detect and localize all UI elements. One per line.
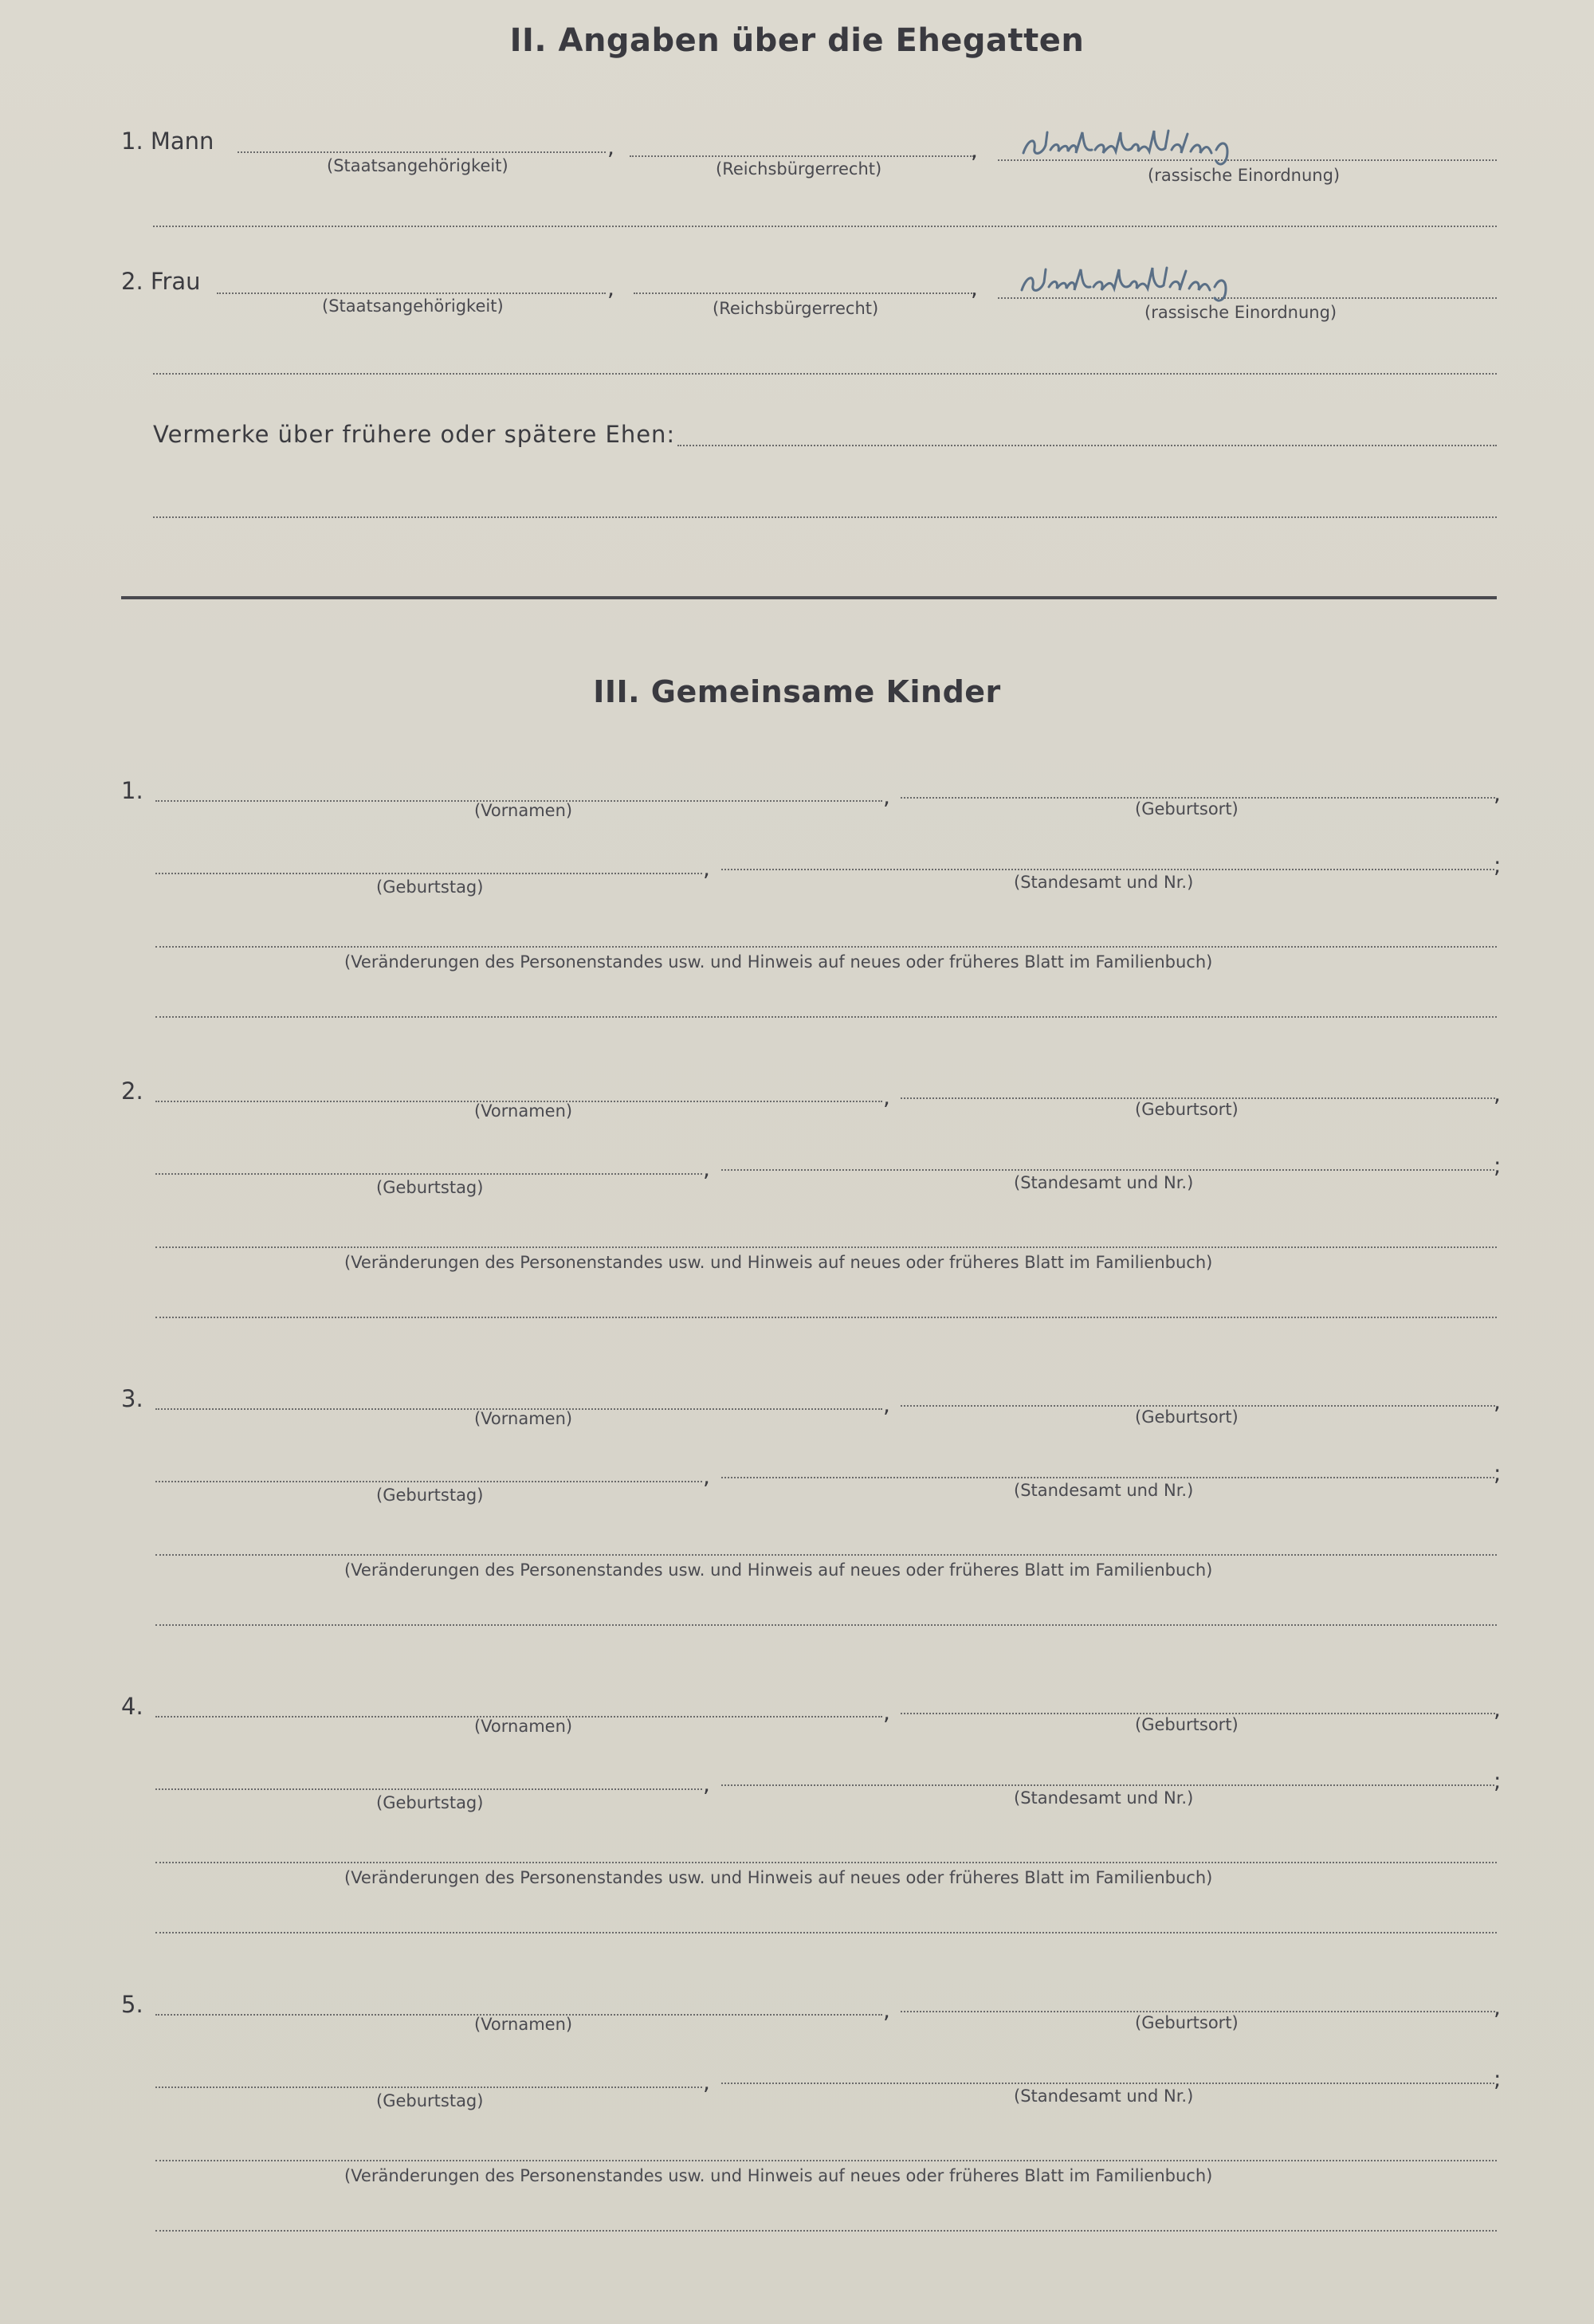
child-extra-line[interactable]: [155, 1317, 1497, 1318]
child-geburtstag-field[interactable]: [155, 2086, 702, 2088]
child-geburtsort-field[interactable]: [901, 1405, 1495, 1407]
caption-geburtstag: (Geburtstag): [376, 2091, 484, 2110]
child-geburtstag-field[interactable]: [155, 1788, 702, 1790]
child-standesamt-field[interactable]: [721, 2083, 1494, 2084]
frau-reichsbuergerrecht-field[interactable]: [634, 292, 975, 294]
caption-vornamen: (Vornamen): [474, 801, 573, 820]
separator: ,: [883, 1997, 890, 2024]
caption-rassische-einordnung: (rassische Einordnung): [1144, 303, 1337, 322]
separator: ,: [971, 137, 978, 163]
frau-handwriting-signature: [1017, 257, 1288, 304]
vermerke-extra-line[interactable]: [153, 516, 1497, 518]
caption-veraenderungen: (Veränderungen des Personenstandes usw. und Hinweis auf neues oder früheres Blatt im Familienbuch): [344, 2166, 1213, 2185]
caption-vornamen: (Vornamen): [474, 2015, 573, 2034]
frau-staatsangehoerigkeit-field[interactable]: [217, 292, 606, 294]
separator: ;: [1494, 1768, 1502, 1794]
child-veraenderungen-field[interactable]: [155, 1862, 1497, 1863]
child-geburtsort-field[interactable]: [901, 1713, 1495, 1714]
caption-geburtsort: (Geburtsort): [1135, 1100, 1239, 1119]
child-standesamt-field[interactable]: [721, 869, 1494, 870]
mann-reichsbuergerrecht-field[interactable]: [630, 155, 974, 157]
caption-standesamt: (Standesamt und Nr.): [1014, 873, 1194, 892]
caption-geburtstag: (Geburtstag): [376, 1793, 484, 1812]
caption-veraenderungen: (Veränderungen des Personenstandes usw. und Hinweis auf neues oder früheres Blatt im Familienbuch): [344, 952, 1213, 972]
child-geburtstag-field[interactable]: [155, 873, 702, 874]
separator: ;: [1494, 2066, 1502, 2092]
child-standesamt-field[interactable]: [721, 1784, 1494, 1786]
child-geburtstag-field[interactable]: [155, 1481, 702, 1482]
caption-staatsangehoerigkeit: (Staatsangehörigkeit): [322, 296, 504, 316]
separator: ,: [703, 2069, 710, 2095]
caption-reichsbuergerrecht: (Reichsbürgerrecht): [716, 159, 882, 179]
separator: ,: [703, 855, 710, 881]
separator: ,: [703, 1463, 710, 1490]
caption-standesamt: (Standesamt und Nr.): [1014, 2086, 1194, 2106]
separator: ,: [883, 783, 890, 810]
separator: ,: [1494, 1081, 1501, 1107]
mann-extra-line[interactable]: [153, 226, 1497, 227]
caption-geburtsort: (Geburtsort): [1135, 2013, 1239, 2032]
caption-veraenderungen: (Veränderungen des Personenstandes usw. und Hinweis auf neues oder früheres Blatt im Familienbuch): [344, 1868, 1213, 1887]
separator: ,: [703, 1771, 710, 1797]
separator: ,: [607, 134, 614, 160]
separator: ,: [607, 275, 614, 301]
caption-veraenderungen: (Veränderungen des Personenstandes usw. und Hinweis auf neues oder früheres Blatt im Familienbuch): [344, 1560, 1213, 1580]
caption-geburtsort: (Geburtsort): [1135, 1715, 1239, 1734]
frau-label: 2. Frau: [121, 268, 201, 295]
child-number: 5.: [121, 1991, 143, 2018]
separator: ;: [1494, 852, 1502, 878]
child-veraenderungen-field[interactable]: [155, 946, 1497, 948]
frau-extra-line[interactable]: [153, 373, 1497, 375]
separator: ,: [1494, 1696, 1501, 1722]
child-extra-line[interactable]: [155, 1016, 1497, 1018]
caption-vornamen: (Vornamen): [474, 1409, 573, 1428]
caption-geburtsort: (Geburtsort): [1135, 1407, 1239, 1427]
child-standesamt-field[interactable]: [721, 1169, 1494, 1171]
caption-vornamen: (Vornamen): [474, 1717, 573, 1736]
caption-geburtstag: (Geburtstag): [376, 877, 484, 897]
caption-rassische-einordnung: (rassische Einordnung): [1148, 166, 1341, 185]
separator: ;: [1494, 1152, 1502, 1179]
caption-geburtstag: (Geburtstag): [376, 1486, 484, 1505]
separator: ,: [703, 1156, 710, 1182]
child-geburtsort-field[interactable]: [901, 797, 1495, 799]
child-number: 1.: [121, 777, 143, 804]
separator: ,: [883, 1699, 890, 1725]
child-number: 3.: [121, 1385, 143, 1412]
caption-geburtstag: (Geburtstag): [376, 1178, 484, 1197]
separator: ,: [971, 275, 978, 301]
caption-standesamt: (Standesamt und Nr.): [1014, 1173, 1194, 1192]
caption-geburtsort: (Geburtsort): [1135, 799, 1239, 819]
child-geburtsort-field[interactable]: [901, 1097, 1495, 1099]
section-ii-title: II. Angaben über die Ehegatten: [509, 22, 1085, 59]
mann-staatsangehoerigkeit-field[interactable]: [238, 151, 606, 153]
caption-veraenderungen: (Veränderungen des Personenstandes usw. und Hinweis auf neues oder früheres Blatt im Familienbuch): [344, 1253, 1213, 1272]
caption-standesamt: (Standesamt und Nr.): [1014, 1481, 1194, 1500]
child-geburtstag-field[interactable]: [155, 1173, 702, 1175]
separator: ,: [1494, 1388, 1501, 1415]
vermerke-field[interactable]: [677, 445, 1497, 446]
child-veraenderungen-field[interactable]: [155, 2160, 1497, 2161]
child-number: 2.: [121, 1078, 143, 1105]
caption-reichsbuergerrecht: (Reichsbürgerrecht): [713, 299, 879, 318]
child-number: 4.: [121, 1693, 143, 1720]
vermerke-label: Vermerke über frühere oder spätere Ehen:: [153, 421, 676, 448]
section-iii-title: III. Gemeinsame Kinder: [593, 674, 1001, 709]
child-veraenderungen-field[interactable]: [155, 1554, 1497, 1556]
caption-vornamen: (Vornamen): [474, 1101, 573, 1121]
child-extra-line[interactable]: [155, 1624, 1497, 1626]
separator: ,: [1494, 780, 1501, 807]
separator: ,: [1494, 1994, 1501, 2020]
caption-staatsangehoerigkeit: (Staatsangehörigkeit): [327, 156, 508, 175]
mann-label: 1. Mann: [121, 128, 214, 155]
separator: ;: [1494, 1460, 1502, 1486]
separator: ,: [883, 1392, 890, 1418]
child-extra-line[interactable]: [155, 1932, 1497, 1933]
child-extra-line[interactable]: [155, 2230, 1497, 2232]
child-standesamt-field[interactable]: [721, 1477, 1494, 1478]
mann-handwriting-signature: [1019, 121, 1290, 169]
caption-standesamt: (Standesamt und Nr.): [1014, 1788, 1194, 1808]
separator: ,: [883, 1084, 890, 1110]
child-veraenderungen-field[interactable]: [155, 1246, 1497, 1248]
section-divider: [121, 596, 1497, 599]
child-geburtsort-field[interactable]: [901, 2011, 1495, 2012]
